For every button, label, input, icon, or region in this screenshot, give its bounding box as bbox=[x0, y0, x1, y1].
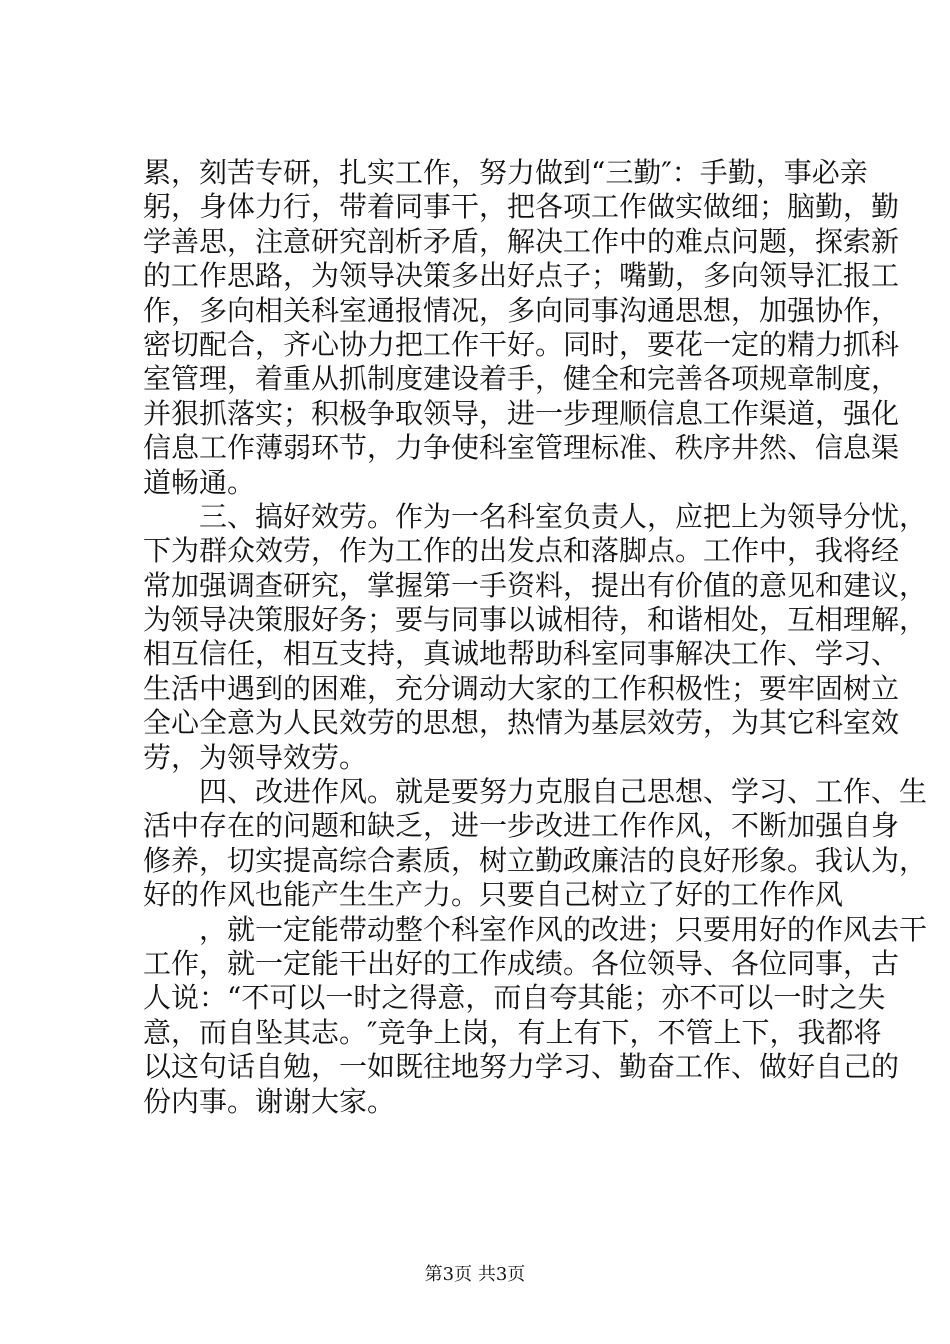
text-line: 躬，身体力行，带着同事干，把各项工作做实做细；脑勤，勤 bbox=[143, 190, 900, 224]
text-line: ，就一定能带动整个科室作风的改进；只要用好的作风去干 bbox=[143, 912, 928, 946]
text-line: 为领导决策服好务；要与同事以诚相待，和谐相处，互相理解， bbox=[143, 603, 928, 637]
text-line: 三、搞好效劳。作为一名科室负责人，应把上为领导分忧， bbox=[143, 499, 928, 533]
text-line: 的工作思路，为领导决策多出好点子；嘴勤，多向领导汇报工 bbox=[143, 259, 900, 293]
page-footer: 第3页 共3页 bbox=[424, 1264, 526, 1285]
text-line: 相互信任，相互支持，真诚地帮助科室同事解决工作、学习、 bbox=[143, 637, 900, 671]
text-line: 信息工作薄弱环节，力争使科室管理标准、秩序井然、信息渠 bbox=[143, 431, 900, 465]
text-line: 全心全意为人民效劳的思想，热情为基层效劳，为其它科室效 bbox=[143, 706, 900, 740]
text-line: 意，而自坠其志。″竞争上岗，有上有下，不管上下，我都将 bbox=[143, 1015, 882, 1049]
text-line: 学善思，注意研究剖析矛盾，解决工作中的难点问题，探索新 bbox=[143, 224, 900, 258]
text-line: 修养，切实提高综合素质，树立勤政廉洁的良好形象。我认为， bbox=[143, 843, 928, 877]
text-line: 作，多向相关科室通报情况，多向同事沟通思想，加强协作， bbox=[143, 293, 900, 327]
text-line: 份内事。谢谢大家。 bbox=[143, 1084, 396, 1118]
text-line: 四、改进作风。就是要努力克服自己思想、学习、工作、生 bbox=[143, 775, 928, 809]
text-line: 以这句话自勉，一如既往地努力学习、勤奋工作、做好自己的 bbox=[143, 1050, 900, 1084]
text-line: 活中存在的问题和缺乏，进一步改进工作作风，不断加强自身 bbox=[143, 809, 900, 843]
text-line: 工作，就一定能干出好的工作成绩。各位领导、各位同事，古 bbox=[143, 946, 900, 980]
text-line: 累，刻苦专研，扎实工作，努力做到“三勤″：手勤，事必亲 bbox=[143, 156, 868, 189]
text-line: 并狠抓落实；积极争取领导，进一步理顺信息工作渠道，强化 bbox=[143, 396, 900, 430]
text-line: 生活中遇到的困难，充分调动大家的工作积极性；要牢固树立 bbox=[143, 671, 900, 705]
text-line: 常加强调查研究，掌握第一手资料，提出有价值的意见和建议， bbox=[143, 568, 928, 602]
text-line: 人说：“不可以一时之得意，而自夸其能；亦不可以一时之失 bbox=[143, 981, 886, 1015]
text-line: 劳，为领导效劳。 bbox=[143, 740, 368, 774]
text-line: 密切配合，齐心协力把工作干好。同时，要花一定的精力抓科 bbox=[143, 327, 900, 361]
text-line: 好的作风也能产生生产力。只要自己树立了好的工作作风 bbox=[143, 878, 844, 912]
text-line: 室管理，着重从抓制度建设着手，健全和完善各项规章制度， bbox=[143, 362, 900, 396]
body-text bbox=[143, 156, 928, 1119]
text-line: 道畅通。 bbox=[143, 465, 256, 499]
text-line: 下为群众效劳，作为工作的出发点和落脚点。工作中，我将经 bbox=[143, 534, 900, 568]
